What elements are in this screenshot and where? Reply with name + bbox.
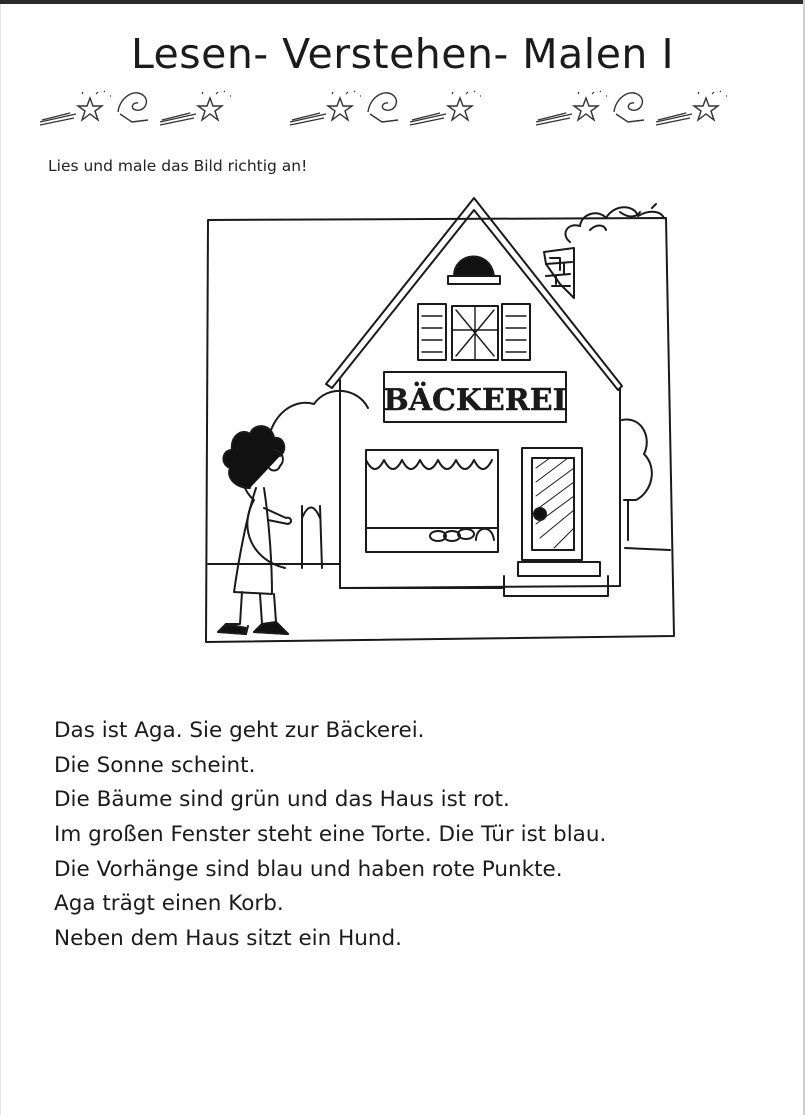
door-knob — [534, 508, 546, 520]
picture-frame — [206, 218, 674, 642]
bakery-illustration — [190, 188, 690, 648]
reading-line: Das ist Aga. Sie geht zur Bäckerei. — [54, 718, 425, 743]
reading-text — [54, 714, 606, 957]
reading-line: Neben dem Haus sitzt ein Hund. — [54, 926, 403, 952]
scan-left-edge — [0, 4, 1, 1115]
house-roof — [326, 198, 622, 390]
reading-line: Die Vorhänge sind blau und haben rote Punkte. — [54, 856, 563, 882]
reading-line: Im großen Fenster steht eine Torte. Die Tür ist blau. — [54, 822, 607, 848]
smoke — [565, 204, 664, 242]
shop-sign-text: BÄCKEREI — [383, 383, 567, 418]
roof-window-dome — [454, 256, 494, 276]
reading-line: Aga trägt einen Korb. — [54, 891, 284, 917]
instruction-text: Lies und male das Bild richtig an! — [48, 157, 308, 175]
reading-line: Die Sonne scheint. — [54, 752, 256, 778]
tree-left — [242, 391, 368, 568]
worksheet-title: Lesen- Verstehen- Malen I — [130, 30, 675, 78]
chimney — [544, 248, 574, 298]
reading-line: Die Bäume sind grün und das Haus ist rot. — [54, 787, 510, 813]
scan-top-edge — [0, 0, 805, 4]
star-border-decoration — [40, 78, 770, 130]
tree-right — [622, 420, 652, 500]
girl-aga — [218, 426, 291, 634]
door-steps — [504, 562, 608, 596]
